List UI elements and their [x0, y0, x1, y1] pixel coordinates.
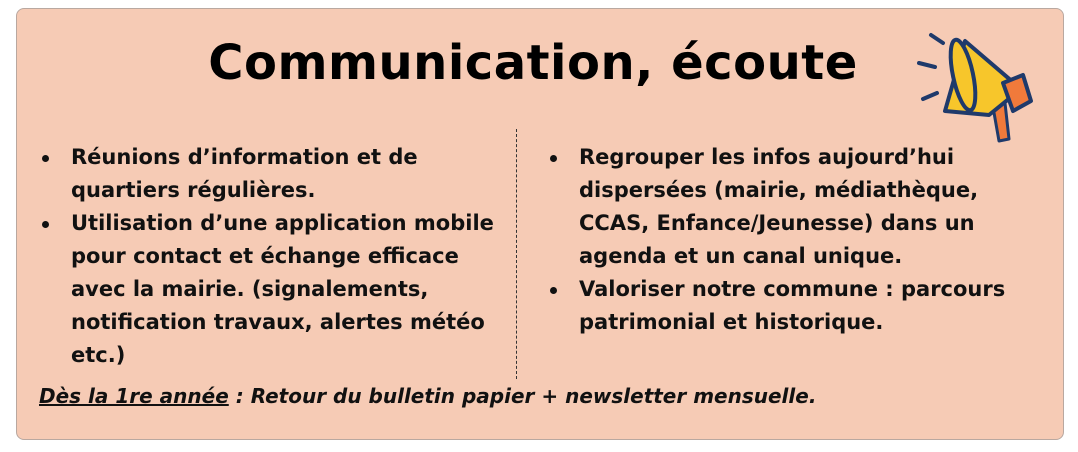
footer-text: : Retour du bulletin papier + newsletter mensuelle. [228, 384, 817, 408]
footer-lead: Dès la 1re année [39, 384, 229, 408]
list-item: Regrouper les infos aujourd’hui dispersées (mairie, médiathèque, CCAS, Enfance/Jeunesse) dans un agenda et un canal unique. [547, 141, 1047, 273]
list-item: Valoriser notre commune : parcours patrimonial et historique. [547, 273, 1047, 339]
card-title: Communication, écoute [208, 35, 858, 91]
list-item: Utilisation d’une application mobile pour contact et échange efficace avec la mairie. (signalements, notification travaux, alertes météo etc.) [39, 207, 519, 372]
footer-note [39, 381, 1039, 411]
left-list [39, 141, 519, 372]
megaphone-icon [905, 19, 1035, 145]
info-card [16, 8, 1064, 440]
list-item: Réunions d’information et de quartiers régulières. [39, 141, 519, 207]
right-list [547, 141, 1047, 339]
column-divider [516, 129, 517, 379]
